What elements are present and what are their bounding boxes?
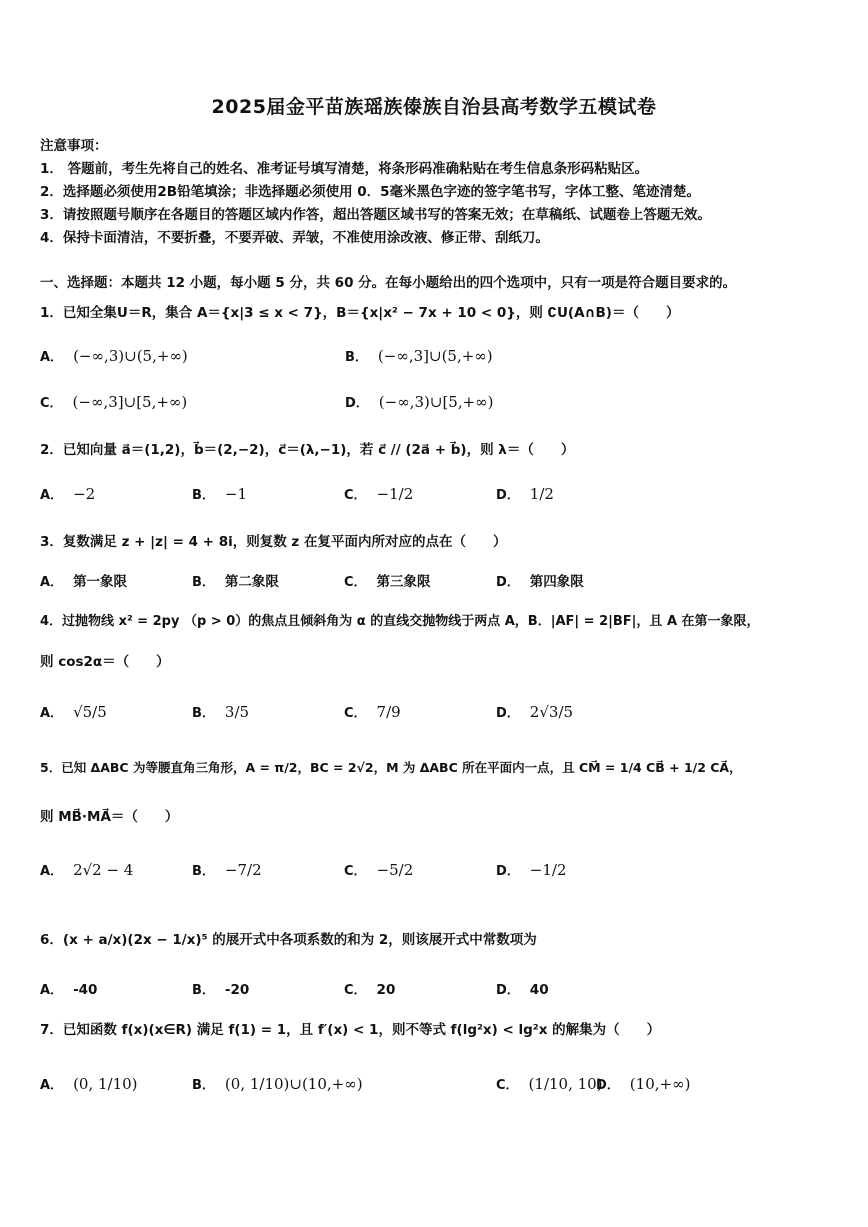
option-text: -40 — [73, 982, 98, 998]
option-label: D． — [345, 396, 369, 411]
question-5-option-a — [40, 860, 133, 879]
question-3-option-b — [192, 570, 279, 590]
question-3-option-c — [344, 570, 431, 590]
option-text: 40 — [529, 982, 549, 998]
question-3-option-a — [40, 570, 127, 590]
question-7-stem: 7．已知函数 f(x)(x∈R) 满足 f(1) = 1，且 f′(x) < 1，则不等式 f(lg²x) < lg²x 的解集为（ ） — [40, 1022, 661, 1038]
question-5-option-c — [344, 860, 413, 879]
question-4-option-a — [40, 702, 107, 721]
option-text: 第四象限 — [529, 574, 584, 590]
option-label: D． — [496, 488, 520, 503]
option-label: C． — [344, 488, 367, 503]
page-title: 2025届金平苗族瑶族傣族自治县高考数学五模试卷 — [211, 96, 657, 118]
option-label: B． — [192, 488, 215, 503]
option-text: (−∞,3]∪(5,+∞) — [377, 347, 493, 365]
option-label: B． — [192, 575, 215, 590]
question-4-stem-continued: 则 cos2α＝（ ） — [40, 654, 170, 670]
option-text: −5/2 — [376, 861, 414, 879]
question-6-option-c — [344, 979, 395, 998]
question-2-option-b — [192, 484, 247, 503]
option-label: B． — [345, 350, 368, 365]
option-label: C． — [40, 396, 63, 411]
option-label: A． — [40, 983, 64, 998]
option-label: A． — [40, 864, 64, 879]
question-4-option-b — [192, 702, 249, 721]
notice-item-1: 1． 答题前，考生先将自己的姓名、准考证号填写清楚，将条形码准确粘贴在考生信息条形码粘贴区。 — [40, 161, 649, 177]
option-text: −7/2 — [224, 861, 262, 879]
option-text: (1/10, 10) — [528, 1075, 603, 1093]
option-text: 20 — [376, 982, 396, 998]
option-label: B． — [192, 706, 215, 721]
option-text: −1 — [224, 485, 248, 503]
question-5-option-d — [496, 860, 567, 879]
option-text: 3/5 — [224, 703, 250, 721]
question-2-stem: 2．已知向量 a⃗＝(1,2)，b⃗＝(2,−2)，c⃗＝(λ,−1)，若 c⃗ // (2a⃗ + b⃗)，则 λ＝（ ） — [40, 442, 575, 458]
option-text: 2√2 − 4 — [73, 861, 134, 879]
option-text: (−∞,3)∪[5,+∞) — [378, 393, 494, 411]
question-6-option-b — [192, 979, 249, 998]
option-text: 7/9 — [376, 703, 401, 721]
option-label: B． — [192, 1078, 215, 1093]
option-text: 第二象限 — [224, 574, 279, 590]
option-text: −1/2 — [376, 485, 414, 503]
question-4-option-d — [496, 702, 573, 721]
question-7-option-a — [40, 1074, 138, 1093]
question-4-stem: 4．过抛物线 x² = 2py （p > 0）的焦点且倾斜角为 α 的直线交抛物线于两点 A，B．|AF| = 2|BF|，且 A 在第一象限， — [40, 614, 760, 629]
option-label: D． — [496, 575, 520, 590]
question-6-stem: 6．(x + a/x)(2x − 1/x)⁵ 的展开式中各项系数的和为 2，则该展开式中常数项为 — [40, 932, 537, 948]
question-5-stem: 5．已知 ΔABC 为等腰直角三角形，A = π/2，BC = 2√2，M 为 ΔABC 所在平面内一点，且 CM⃗ = 1/4 CB⃗ + 1/2 CA⃗， — [40, 760, 742, 775]
option-label: A． — [40, 350, 64, 365]
question-1-option-c — [40, 392, 187, 411]
question-7-option-b — [192, 1074, 363, 1093]
notice-item-4: 4．保持卡面清洁，不要折叠，不要弄破、弄皱，不准使用涂改液、修正带、刮纸刀。 — [40, 230, 549, 246]
question-5-stem-continued: 则 MB⃗·MA⃗＝（ ） — [40, 809, 179, 825]
option-label: D． — [496, 864, 520, 879]
option-text: √5/5 — [73, 703, 107, 721]
option-text: (−∞,3]∪[5,+∞) — [72, 393, 188, 411]
option-text: 第三象限 — [376, 574, 431, 590]
option-label: C． — [344, 983, 367, 998]
question-4-option-c — [344, 702, 401, 721]
option-label: C． — [496, 1078, 519, 1093]
question-1-option-d — [345, 392, 494, 411]
option-label: B． — [192, 864, 215, 879]
question-2-option-d — [496, 484, 554, 503]
option-label: A． — [40, 575, 64, 590]
option-label: A． — [40, 488, 64, 503]
option-label: C． — [344, 575, 367, 590]
question-1-option-a — [40, 346, 188, 365]
question-7-option-c — [496, 1074, 603, 1093]
question-3-stem: 3．复数满足 z + |z| = 4 + 8i，则复数 z 在复平面内所对应的点在（ ） — [40, 534, 507, 550]
option-text: 第一象限 — [73, 574, 128, 590]
option-text: (0, 1/10)∪(10,+∞) — [224, 1075, 363, 1093]
question-2-option-c — [344, 484, 413, 503]
option-text: −1/2 — [529, 861, 567, 879]
notice-item-2: 2．选择题必须使用2B铅笔填涂；非选择题必须使用 0．5毫米黑色字迹的签字笔书写，字体工整、笔迹清楚。 — [40, 184, 701, 200]
question-2-option-a — [40, 484, 95, 503]
option-text: −2 — [73, 485, 96, 503]
option-label: B． — [192, 983, 215, 998]
option-label: A． — [40, 1078, 64, 1093]
question-7-option-d — [596, 1074, 690, 1093]
notice-heading: 注意事项： — [40, 138, 108, 154]
option-text: (10,+∞) — [629, 1075, 691, 1093]
option-label: C． — [344, 706, 367, 721]
option-label: D． — [596, 1078, 620, 1093]
question-6-option-a — [40, 979, 97, 998]
option-label: A． — [40, 706, 64, 721]
option-text: -20 — [224, 982, 250, 998]
option-text: (−∞,3)∪(5,+∞) — [73, 347, 188, 365]
question-5-option-b — [192, 860, 262, 879]
option-text: (0, 1/10) — [73, 1075, 138, 1093]
section-heading: 一、选择题：本题共 12 小题，每小题 5 分，共 60 分。在每小题给出的四个选项中，只有一项是符合题目要求的。 — [40, 275, 737, 291]
option-label: D． — [496, 706, 520, 721]
question-6-option-d — [496, 979, 549, 998]
option-label: D． — [496, 983, 520, 998]
option-text: 2√3/5 — [529, 703, 574, 721]
notice-item-3: 3．请按照题号顺序在各题目的答题区域内作答，超出答题区域书写的答案无效；在草稿纸、试题卷上答题无效。 — [40, 207, 711, 223]
question-1-stem: 1．已知全集U＝R，集合 A＝{x|3 ≤ x < 7}，B＝{x|x² − 7x + 10 < 0}，则 ∁U(A∩B)＝（ ） — [40, 305, 680, 321]
question-1-option-b — [345, 346, 493, 365]
option-label: C． — [344, 864, 367, 879]
option-text: 1/2 — [529, 485, 554, 503]
question-3-option-d — [496, 570, 584, 590]
